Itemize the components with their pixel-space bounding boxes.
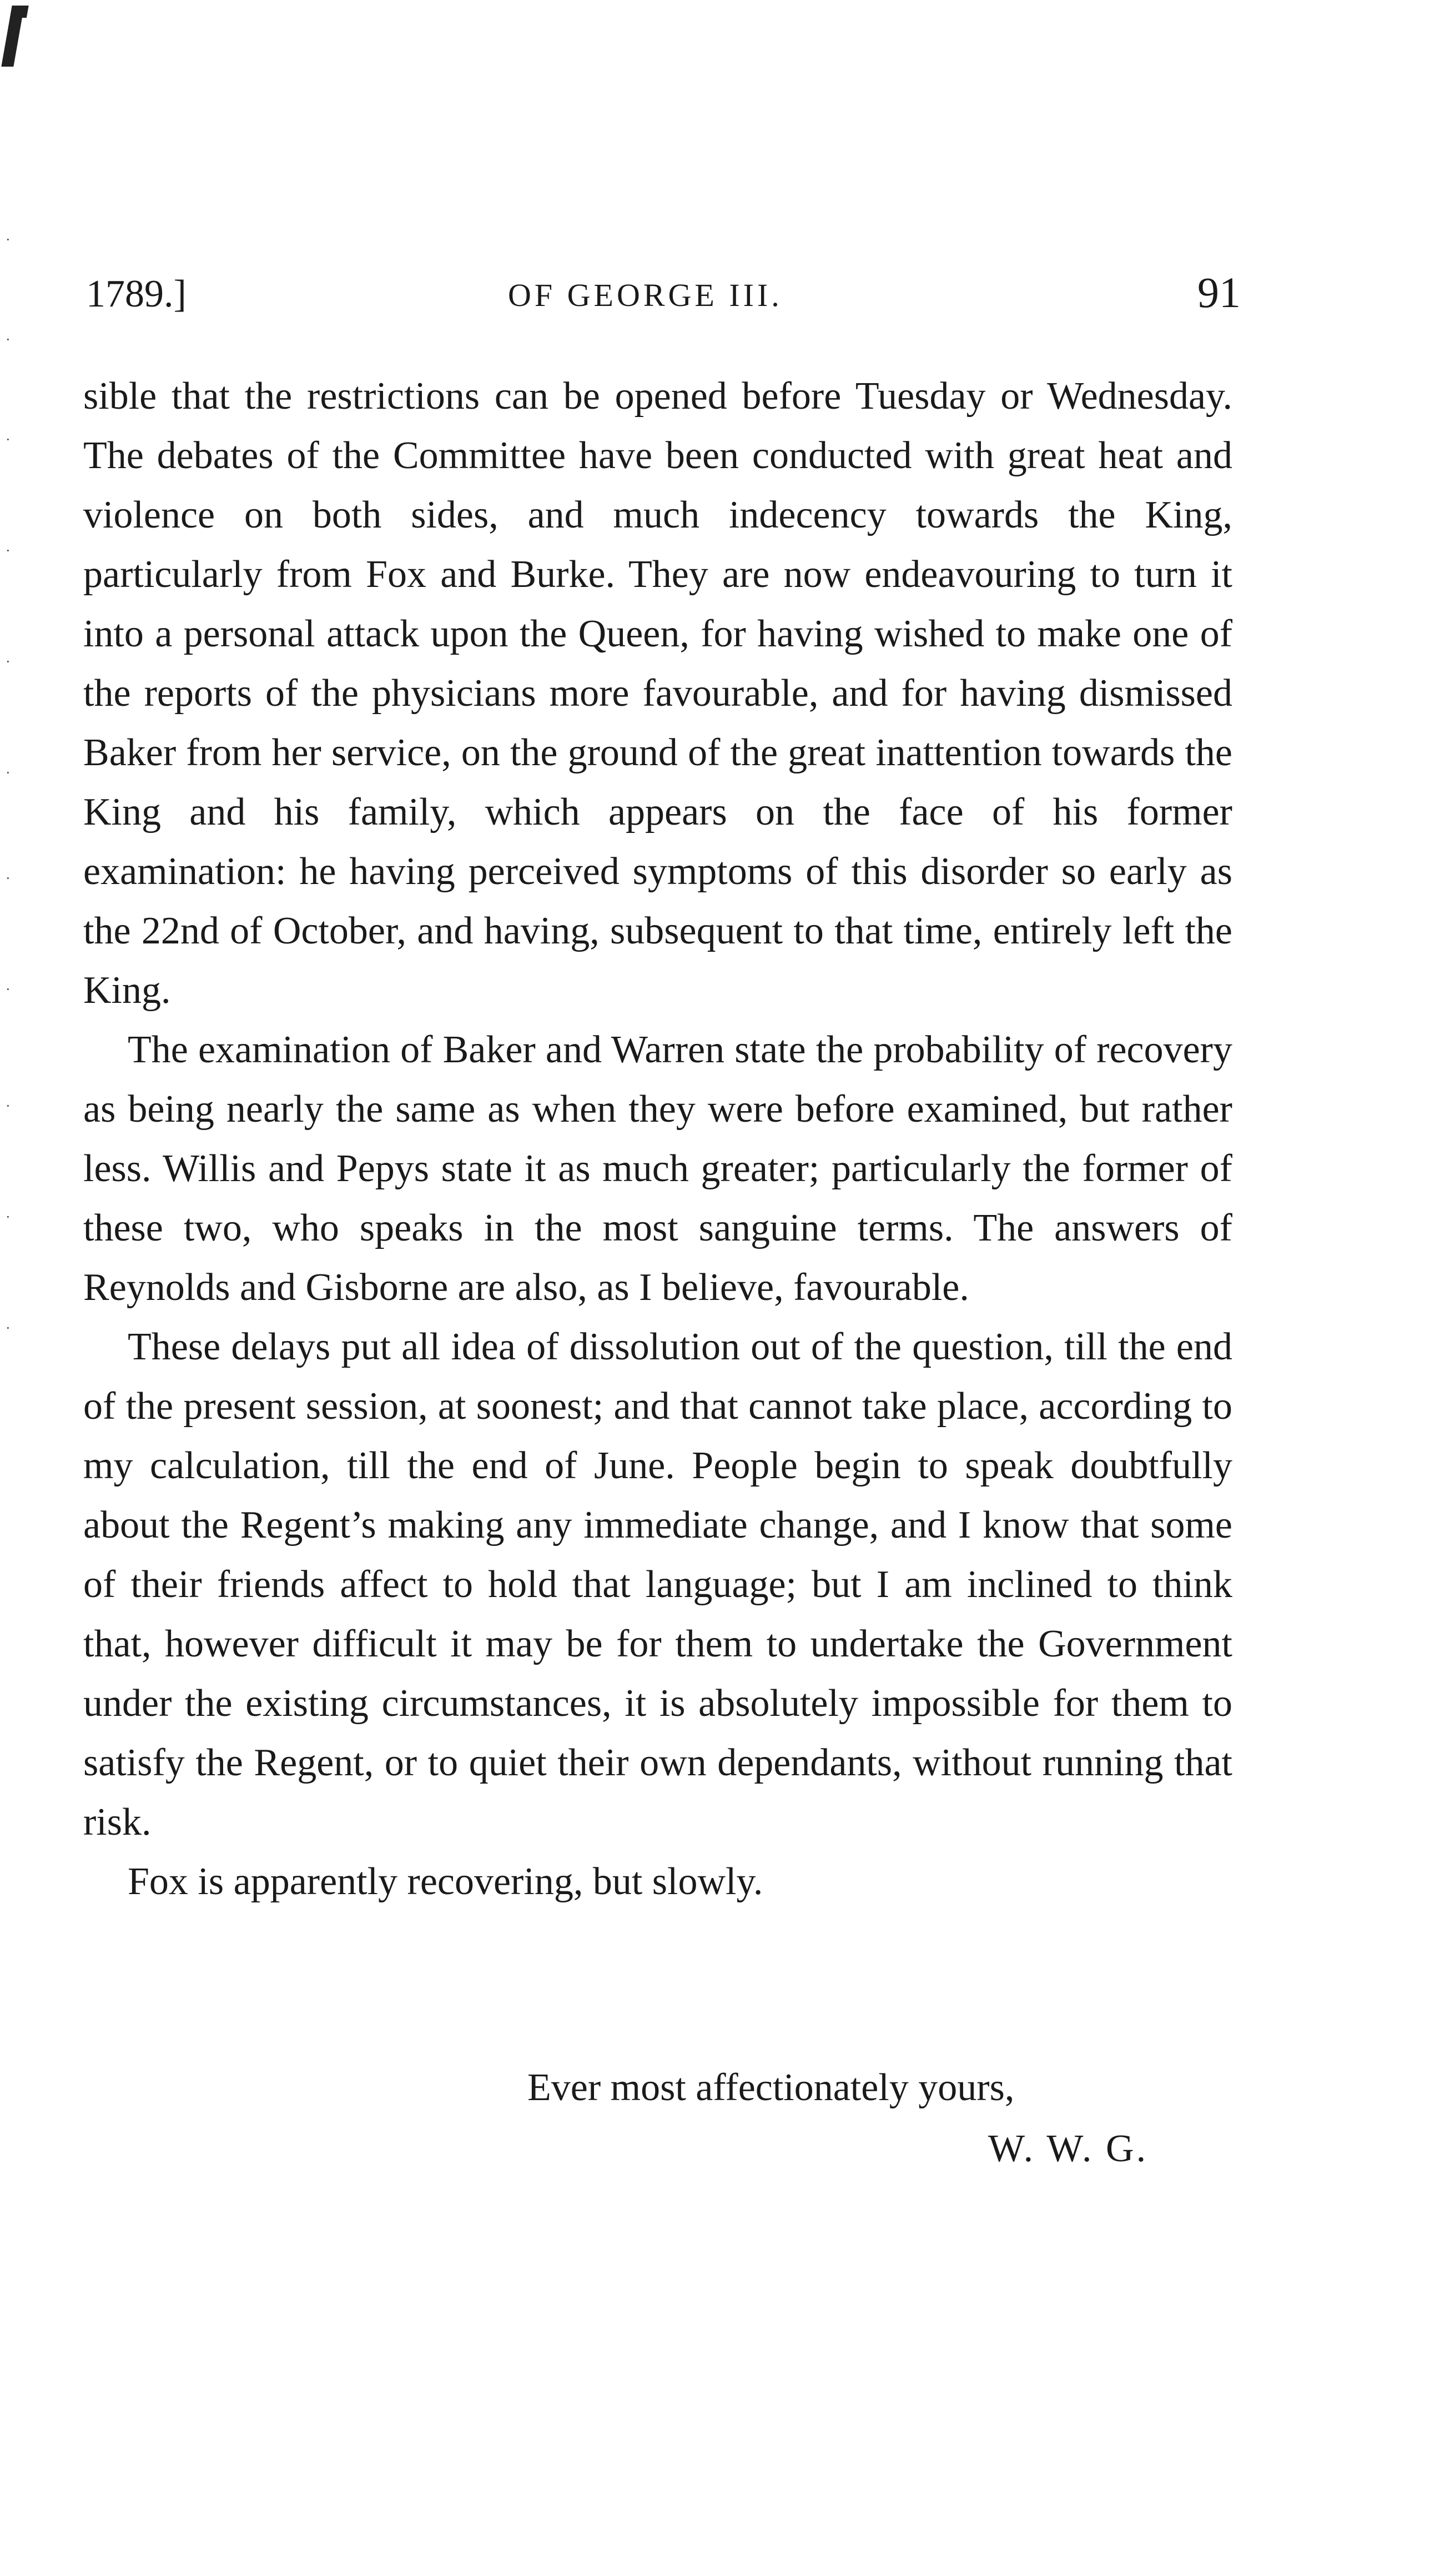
header-title: OF GEORGE III. [508,277,783,313]
paragraph: sible that the restrictions can be opened before Tuesday or Wednesday. The debates of the Committee have been conducted with great heat and violence on both sides, and much indecency towards the King, particularly from Fox and Burke. They are now endeavouring to turn it into a personal attack upon the Queen, for having wished to make one of the reports of the physicians more favourable, and for having dismissed Baker from her service, on the ground of the great inattention towards the King and his family, which appears on the face of his former examination: he having perceived symptoms of this disorder so early as the 22nd of October, and having, subsequent to that time, entirely left the King. [83,375,1232,1012]
letter-body [83,366,1232,1911]
page-number: 91 [1197,268,1241,317]
paragraph: These delays put all idea of dissolution out of the question, till the end of the present session, at soonest; and that cannot take place, according to my calculation, till the end of June. People begin to speak doubtfully about the Regent’s making any immediate change, and I know that some of their friends affect to hold that language; but I am inclined to think that, however difficult it may be for them to undertake the Government under the existing circumstances, it is absolutely impossible for them to satisfy the Regent, or to quiet their own dependants, without running that risk. [83,1325,1232,1844]
paragraph: The examination of Baker and Warren state the probability of recovery as being nearly the same as when they were before examined, but rather less. Willis and Pepys state it as much greater; particularly the former of these two, who speaks in the most sanguine terms. The answers of Reynolds and Gisborne are also, as I believe, favourable. [83,1028,1232,1309]
running-header [86,268,1241,322]
corner-print-mark [1,6,24,67]
header-year: 1789.] [86,273,187,315]
letter-signature: W. W. G. [988,2127,1149,2170]
letter-closing: Ever most affectionately yours, [527,2066,1015,2109]
margin-scan-artifacts: · · · · · · · · · · · [6,232,11,1336]
paragraph: Fox is apparently recovering, but slowly. [128,1860,763,1903]
